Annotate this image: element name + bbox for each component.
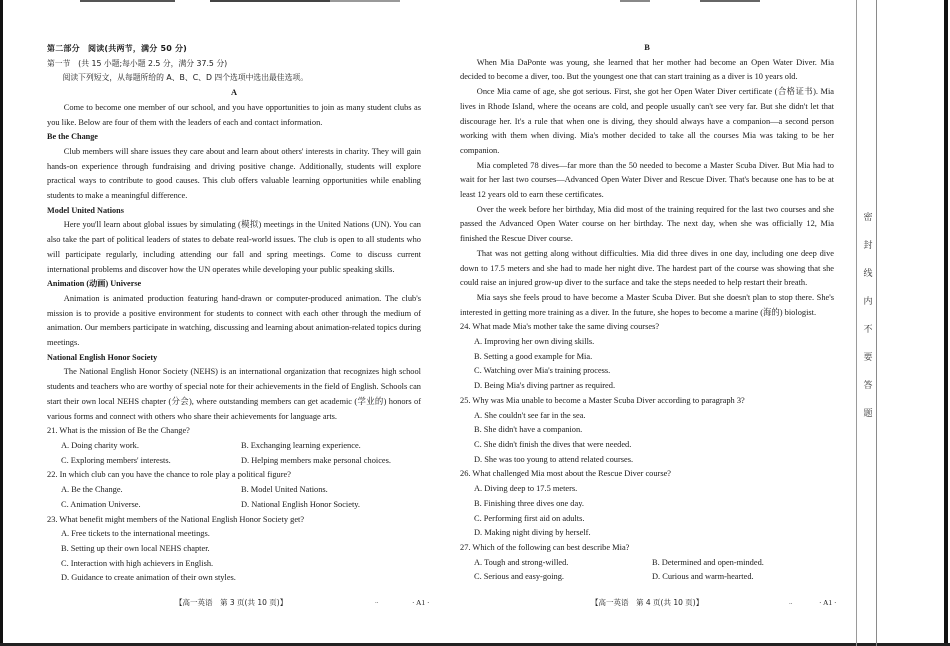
option-26c: C. Performing first aid on adults. <box>474 513 585 523</box>
passage-b-paragraph-3: Mia completed 78 dives—far more than the 50 needed to become a Master Scuba Diver. But Mia had to wait for her last two courses—Advanced Open Water Diver and Rescue Diver. That's because one has to be at least 12 years old to earn these certificates. <box>460 160 834 200</box>
option-25b: B. She didn't have a companion. <box>474 425 583 435</box>
seal-char: 密 <box>863 213 873 223</box>
passage-a-intro: Come to become one member of our school, and you have opportunities to join as many student clubs as you like. Below are four of them with the leaders of each and contact information. <box>47 102 421 127</box>
club-text-animation-universe: Animation is animated production featuring hand-drawn or computer-produced animation. The club's mission is to provide a positive environment for students to connect with each other through the medium of animation. Our members participate in watching, discussing and learning about animation-related topics during meetings. <box>47 293 421 348</box>
passage-b-paragraph-5: That was not getting along without difficulties. Mia did three dives in one day, including one deep dive down to 17.5 meters and she had to made her night dive. The hardest part of the course was showing that she could raise an injured grow-up diver to the surface and take the steps needed to help restart their breath. <box>460 248 834 288</box>
section-heading: 第一节 (共 15 小题;每小题 2.5 分，满分 37.5 分) <box>47 58 228 68</box>
seal-char: 内 <box>863 297 873 307</box>
passage-label-b: B <box>644 43 650 52</box>
seal-char: 不 <box>863 325 873 335</box>
club-heading-model-un: Model United Nations <box>47 205 124 215</box>
option-22c: C. Animation Universe. <box>61 499 141 509</box>
passage-b-paragraph-6: Mia says she feels proud to have become a Master Scuba Diver. But she doesn't plan to stop there. She's interested in getting more training as a diver. In the future, she hopes to become a marine (海的) biologist. <box>460 292 834 317</box>
option-27c: C. Serious and easy-going. <box>474 572 565 582</box>
option-23b: B. Setting up their own local NEHS chapter. <box>61 543 210 553</box>
seal-line-left <box>856 0 857 646</box>
option-22a: A. Be the Change. <box>61 485 123 495</box>
page-4-footer: 【高一英语 第 4 页(共 10 页)】 <box>591 598 704 607</box>
scan-edge-right <box>944 0 948 646</box>
option-25d: D. She was too young to attend related courses. <box>474 454 634 464</box>
instruction: 阅读下列短文，从每题所给的 A、B、C、D 四个选项中选出最佳选项。 <box>62 73 308 83</box>
question-27-options-row1 <box>460 556 834 571</box>
question-22-options-row1 <box>47 483 421 498</box>
option-24c: C. Watching over Mia's training process. <box>474 366 611 376</box>
option-27d: D. Curious and warm-hearted. <box>652 572 754 582</box>
page-3 <box>47 42 421 586</box>
option-23d: D. Guidance to create animation of their own styles. <box>61 573 236 583</box>
option-27a: A. Tough and strong-willed. <box>474 557 569 567</box>
option-22b: B. Model United Nations. <box>241 485 328 495</box>
page-4-footer-dots: .. <box>789 598 793 606</box>
page-4-footer-mark: · A1 · <box>819 598 837 607</box>
page-4 <box>460 41 834 585</box>
option-25a: A. She couldn't see far in the sea. <box>474 410 586 420</box>
club-text-nehs: The National English Honor Society (NEHS) is an international organization that recognizes high school students and teachers who are worthy of special note for their achievements in the field of English. Schools can start their own local NEHS chapter (分会), where outstanding members can get academic (学业的) honors of various forms and connect with others who share their achievements for language arts. <box>47 367 421 421</box>
option-21c: C. Exploring members' interests. <box>61 455 171 465</box>
passage-b-paragraph-4: Over the week before her birthday, Mia did most of the training required for the last two courses and she passed the Advanced Open Water course on her birthday. The next day, when she was officially 12, Mia finished the Rescue Diver course. <box>460 204 834 244</box>
option-23c: C. Interaction with high achievers in English. <box>61 558 214 568</box>
option-23a: A. Free tickets to the international meetings. <box>61 529 210 539</box>
option-21b: B. Exchanging learning experience. <box>241 440 361 450</box>
seal-char: 线 <box>863 269 873 279</box>
seal-char: 封 <box>863 241 873 251</box>
question-27-options-row2 <box>460 570 834 585</box>
option-26a: A. Diving deep to 17.5 meters. <box>474 484 578 494</box>
question-25: 25. Why was Mia unable to become a Master Scuba Diver according to paragraph 3? <box>460 395 745 405</box>
club-text-be-the-change: Club members will share issues they care about and learn about others' interests in charity. They will gain hands-on experience through fundraising and driving positive change. Additionally, students will explore practical ways to contribute to good causes. This club offers valuable learning opportunities while enabling students to make a meaningful difference. <box>47 146 421 201</box>
question-22-options-row2 <box>47 498 421 513</box>
seal-char: 题 <box>863 409 873 419</box>
option-21d: D. Helping members make personal choices. <box>241 455 392 465</box>
page-3-footer-mark: · A1 · <box>412 598 430 607</box>
question-24: 24. What made Mia's mother take the same diving courses? <box>460 322 660 332</box>
club-heading-animation-universe: Animation (动画) Universe <box>47 279 142 289</box>
seal-char: 答 <box>863 381 873 391</box>
question-22: 22. In which club can you have the chance to role play a political figure? <box>47 470 291 480</box>
question-21: 21. What is the mission of Be the Change? <box>47 426 190 436</box>
option-21a: A. Doing charity work. <box>61 440 139 450</box>
passage-b-paragraph-2: Once Mia came of age, she got serious. First, she got her Open Water Diver certificate (合格证书). Mia lives in Rhode Island, where the oceans are cold, and people usually can't see very far. But she didn't let that discourage her. It's a rule that when one is diving, they should always have a companion—a second person working with them when diving. Mia's mother decided to take all the courses Mia was taking to be her companion. <box>460 87 834 155</box>
option-24d: D. Being Mia's diving partner as required. <box>474 381 616 391</box>
seal-line-right <box>876 0 877 646</box>
question-21-options-row2 <box>47 454 421 469</box>
option-27b: B. Determined and open-minded. <box>652 557 764 567</box>
page-3-footer: 【高一英语 第 3 页(共 10 页)】 <box>175 598 288 607</box>
option-24a: A. Improving her own diving skills. <box>474 337 595 347</box>
seal-notice <box>861 212 875 421</box>
option-22d: D. National English Honor Society. <box>241 499 361 509</box>
option-24b: B. Setting a good example for Mia. <box>474 351 593 361</box>
scan-edge-top <box>0 0 950 2</box>
question-26: 26. What challenged Mia most about the Rescue Diver course? <box>460 469 672 479</box>
club-heading-nehs: National English Honor Society <box>47 352 158 362</box>
page-3-footer-dots: .. <box>375 597 379 605</box>
passage-b-paragraph-1: When Mia DaPonte was young, she learned that her mother had become an Open Water Diver. Mia decided to become a diver, too. But the youngest one that can start training as a diver is 10 years old. <box>460 57 834 82</box>
scan-edge-left <box>0 0 3 646</box>
club-heading-be-the-change: Be the Change <box>47 132 98 142</box>
option-26d: D. Making night diving by herself. <box>474 528 591 538</box>
passage-label-a: A <box>230 88 238 98</box>
question-27: 27. Which of the following can best describe Mia? <box>460 542 630 552</box>
part-heading: 第二部分 阅读(共两节，满分 50 分) <box>47 44 188 53</box>
option-26b: B. Finishing three dives one day. <box>474 498 584 508</box>
seal-char: 要 <box>863 353 873 363</box>
club-text-model-un: Here you'll learn about global issues by simulating (模拟) meetings in the United Nations (UN). You can also take the part of political leaders of states to debate real-world issues. The club is open to all students who will participate regularly, including attending our fall and spring meetings. Come to discuss current international problems and discover how the UN operates while developing your public speaking skills. <box>47 220 421 274</box>
question-23: 23. What benefit might members of the National English Honor Society get? <box>47 514 305 524</box>
option-25c: C. She didn't finish the dives that were needed. <box>474 439 632 449</box>
question-21-options-row1 <box>47 439 421 454</box>
